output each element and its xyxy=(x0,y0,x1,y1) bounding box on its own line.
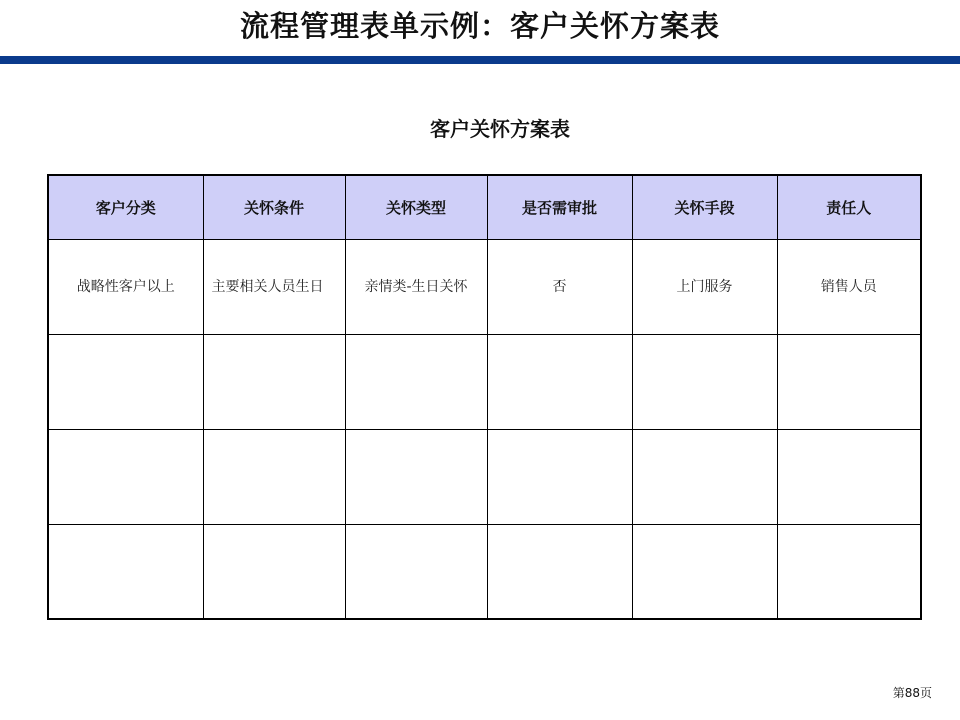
column-header-customer-category: 客户分类 xyxy=(48,175,203,239)
table-cell xyxy=(345,524,487,619)
table-cell: 主要相关人员生日 xyxy=(203,239,345,334)
column-header-care-condition: 关怀条件 xyxy=(203,175,345,239)
table-cell xyxy=(487,429,632,524)
table-cell xyxy=(777,334,921,429)
column-header-care-method: 关怀手段 xyxy=(632,175,777,239)
table-cell xyxy=(48,524,203,619)
page-title: 流程管理表单示例：客户关怀方案表 xyxy=(239,9,720,43)
table-cell xyxy=(632,429,777,524)
table-header-row xyxy=(48,175,921,239)
table-cell xyxy=(203,429,345,524)
table-cell xyxy=(777,429,921,524)
table-cell xyxy=(487,334,632,429)
table-cell: 否 xyxy=(487,239,632,334)
header-divider-bar xyxy=(0,56,960,64)
table-row xyxy=(48,524,921,619)
customer-care-table xyxy=(47,174,922,620)
table-row xyxy=(48,239,921,334)
table-cell xyxy=(48,429,203,524)
column-header-care-type: 关怀类型 xyxy=(345,175,487,239)
table-cell xyxy=(203,334,345,429)
table-cell: 战略性客户以上 xyxy=(48,239,203,334)
table-cell: 上门服务 xyxy=(632,239,777,334)
table-cell xyxy=(632,524,777,619)
column-header-responsible-person: 责任人 xyxy=(777,175,921,239)
page-number: 第88页 xyxy=(892,686,932,700)
table-cell: 销售人员 xyxy=(777,239,921,334)
table-cell xyxy=(203,524,345,619)
table-cell xyxy=(632,334,777,429)
table-row xyxy=(48,429,921,524)
table-row xyxy=(48,334,921,429)
table-cell xyxy=(48,334,203,429)
table-cell xyxy=(345,334,487,429)
table-cell: 亲情类-生日关怀 xyxy=(345,239,487,334)
table-cell xyxy=(487,524,632,619)
table-title: 客户关怀方案表 xyxy=(430,117,570,141)
table-cell xyxy=(345,429,487,524)
table-cell xyxy=(777,524,921,619)
column-header-approval-required: 是否需审批 xyxy=(487,175,632,239)
